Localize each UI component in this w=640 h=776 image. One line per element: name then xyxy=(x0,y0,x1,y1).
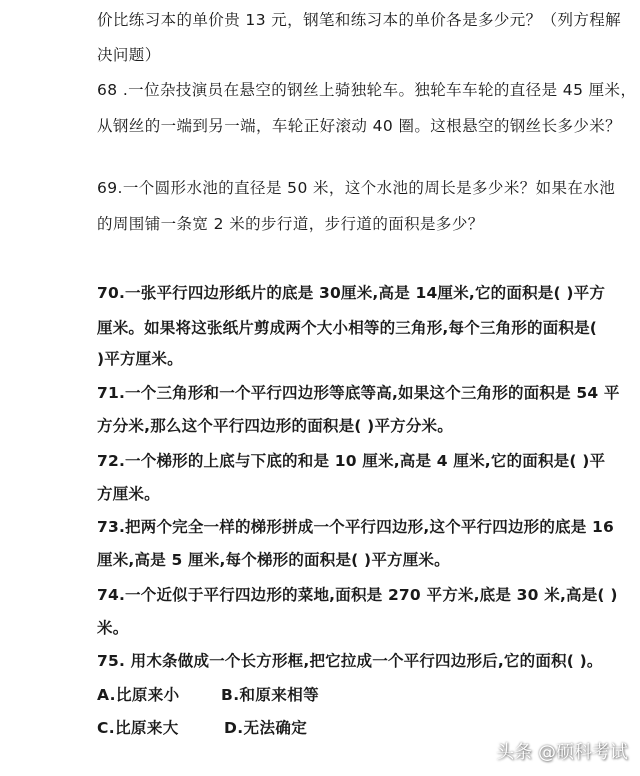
option-b: B.和原来相等 xyxy=(221,686,320,704)
option-d: D.无法确定 xyxy=(224,719,308,737)
text-line: 的周围铺一条宽 2 米的步行道，步行道的面积是多少？ xyxy=(97,215,484,233)
text-line: 70.一张平行四边形纸片的底是 30厘米,高是 14厘米,它的面积是( )平方 xyxy=(97,284,606,302)
text-line: 69.一个圆形水池的直径是 50 米，这个水池的周长是多少米？如果在水池 xyxy=(97,179,616,197)
text-line: 价比练习本的单价贵 13 元，钢笔和练习本的单价各是多少元？（列方程解 xyxy=(97,11,622,29)
text-line: 72.一个梯形的上底与下底的和是 10 厘米,高是 4 厘米,它的面积是( )平 xyxy=(97,452,606,470)
text-line: 75. 用木条做成一个长方形框,把它拉成一个平行四边形后,它的面积( )。 xyxy=(97,652,603,670)
text-line: 方分米,那么这个平行四边形的面积是( )平方分米。 xyxy=(97,417,453,435)
text-line: )平方厘米。 xyxy=(97,350,183,368)
option-c: C.比原来大 xyxy=(97,719,179,737)
text-line: 从钢丝的一端到另一端，车轮正好滚动 40 圈。这根悬空的钢丝长多少米？ xyxy=(97,117,622,135)
text-line: 米。 xyxy=(97,619,129,637)
options-row xyxy=(97,718,307,738)
options-row xyxy=(97,685,319,705)
watermark: 头条 @硕科考试 xyxy=(496,742,628,763)
text-line: 68 .一位杂技演员在悬空的钢丝上骑独轮车。独轮车车轮的直径是 45 厘米， xyxy=(97,81,637,99)
text-line: 厘米,高是 5 厘米,每个梯形的面积是( )平方厘米。 xyxy=(97,551,450,569)
text-line: 厘米。如果将这张纸片剪成两个大小相等的三角形,每个三角形的面积是( xyxy=(97,319,598,337)
text-line: 71.一个三角形和一个平行四边形等底等高,如果这个三角形的面积是 54 平 xyxy=(97,384,620,402)
option-a: A.比原来小 xyxy=(97,686,180,704)
text-line: 方厘米。 xyxy=(97,485,160,503)
text-line: 73.把两个完全一样的梯形拼成一个平行四边形,这个平行四边形的底是 16 xyxy=(97,518,615,536)
text-line: 74.一个近似于平行四边形的菜地,面积是 270 平方米,底是 30 米,高是( ) xyxy=(97,586,618,604)
text-line: 决问题） xyxy=(97,46,161,64)
